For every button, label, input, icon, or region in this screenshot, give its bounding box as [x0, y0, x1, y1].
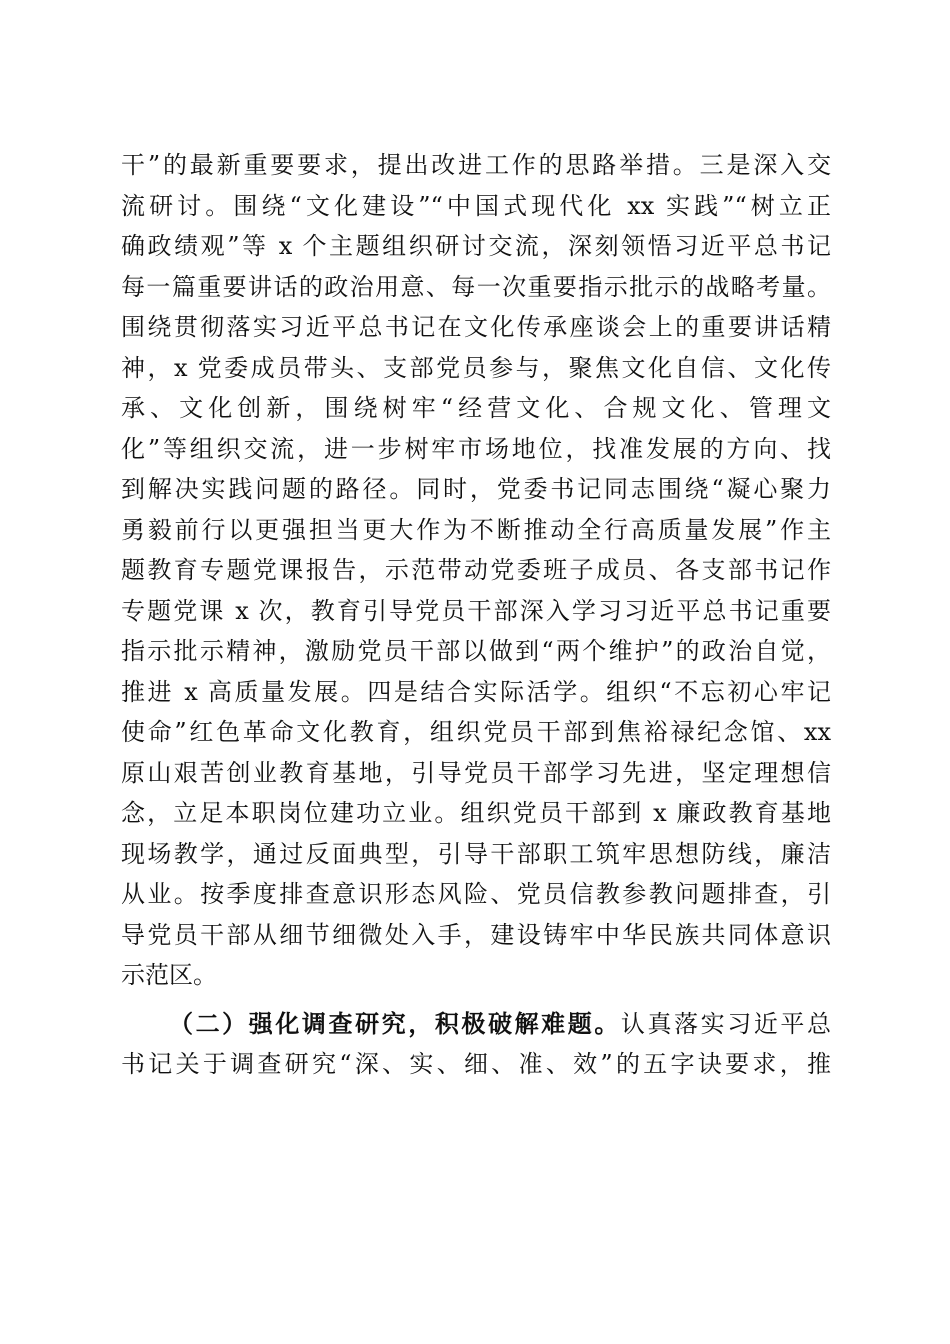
paragraph-1: [121, 145, 831, 996]
text-line: 勇毅前行以更强担当更大作为不断推动全行高质量发展”作主: [121, 515, 831, 544]
text-line: 每一篇重要讲话的政治用意、每一次重要指示批示的战略考量。: [121, 272, 831, 301]
section-heading: （二）强化调查研究，积极破解难题。: [169, 1008, 621, 1038]
text-line: 指示批示精神，激励党员干部以做到“两个维护”的政治自觉，: [121, 637, 831, 665]
text-line: 干”的最新重要要求，提出改进工作的思路举措。三是深入交: [121, 151, 831, 179]
text-line: 专题党课 x 次，教育引导党员干部深入学习习近平总书记重要: [121, 596, 831, 625]
text-line: 从业。按季度排查意识形态风险、党员信教参教问题排查，引: [121, 880, 831, 908]
text-line: 题教育专题党课报告，示范带动党委班子成员、各支部书记作: [121, 556, 831, 584]
text-run: 认真落实习近平总: [620, 1009, 832, 1038]
text-line: 推进 x 高质量发展。四是结合实际活学。组织“不忘初心牢记: [121, 677, 831, 706]
text-line: 示范区。: [121, 961, 217, 989]
text-line: [121, 1004, 831, 1045]
document-body: [121, 145, 831, 1085]
paragraph-2: [121, 1004, 831, 1085]
text-line: 神，x 党委成员带头、支部党员参与，聚焦文化自信、文化传: [121, 353, 831, 382]
text-line: 承、文化创新，围绕树牢“经营文化、合规文化、管理文: [121, 394, 831, 422]
text-line: 导党员干部从细节细微处入手，建设铸牢中华民族共同体意识: [121, 920, 831, 949]
text-line: 书记关于调查研究“深、实、细、准、效”的五字诀要求，推: [121, 1050, 831, 1078]
text-line: 使命”红色革命文化教育，组织党员干部到焦裕禄纪念馆、xx: [121, 718, 831, 746]
text-line: 确政绩观”等 x 个主题组织研讨交流，深刻领悟习近平总书记: [121, 232, 831, 260]
text-line: 现场教学，通过反面典型，引导干部职工筑牢思想防线，廉洁: [121, 839, 831, 868]
text-line: 化”等组织交流，进一步树牢市场地位，找准发展的方向、找: [121, 434, 831, 463]
text-line: 到解决实践问题的路径。同时，党委书记同志围绕“凝心聚力: [121, 475, 831, 503]
text-line: 流研讨。围绕“文化建设”“中国式现代化 xx 实践”“树立正: [121, 191, 831, 220]
text-line: 原山艰苦创业教育基地，引导党员干部学习先进，坚定理想信: [121, 758, 831, 787]
text-line: 围绕贯彻落实习近平总书记在文化传承座谈会上的重要讲话精: [121, 313, 831, 341]
text-line: 念，立足本职岗位建功立业。组织党员干部到 x 廉政教育基地: [121, 799, 831, 827]
